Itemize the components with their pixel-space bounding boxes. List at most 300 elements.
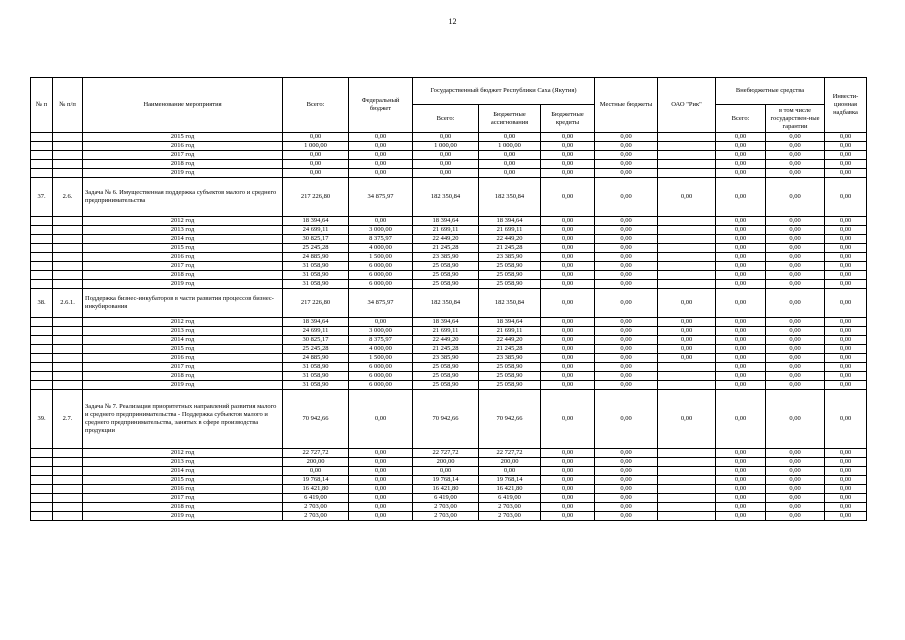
cell-extra-guarantees: 0,00 xyxy=(766,318,825,327)
header-state-total: Всего: xyxy=(413,105,479,133)
cell-state-allocations: 200,00 xyxy=(479,458,541,467)
table-header xyxy=(31,78,867,133)
cell-row-number xyxy=(31,160,53,169)
cell-item-code xyxy=(53,354,83,363)
cell-row-number xyxy=(31,217,53,226)
cell-local: 0,00 xyxy=(595,133,658,142)
budget-table-sheet xyxy=(30,77,866,521)
cell-extra-total: 0,00 xyxy=(716,160,766,169)
cell-item-code xyxy=(53,485,83,494)
cell-row-number xyxy=(31,449,53,458)
cell-item-code xyxy=(53,372,83,381)
cell-local: 0,00 xyxy=(595,390,658,449)
cell-extra-total: 0,00 xyxy=(716,244,766,253)
cell-total: 24 885,90 xyxy=(283,354,349,363)
cell-state-credits: 0,00 xyxy=(541,363,595,372)
cell-measure-name: Задача № 6. Имущественная поддержка субъектов малого и среднего предпринимательства xyxy=(83,178,283,217)
cell-oao xyxy=(658,449,716,458)
table-row-year xyxy=(31,476,867,485)
cell-state-allocations: 70 942,66 xyxy=(479,390,541,449)
cell-state-total: 22 727,72 xyxy=(413,449,479,458)
cell-extra-guarantees: 0,00 xyxy=(766,476,825,485)
cell-state-total: 25 058,90 xyxy=(413,262,479,271)
cell-invest: 0,00 xyxy=(825,253,867,262)
cell-extra-total: 0,00 xyxy=(716,503,766,512)
cell-year: 2016 год xyxy=(83,253,283,262)
cell-local: 0,00 xyxy=(595,336,658,345)
cell-invest: 0,00 xyxy=(825,458,867,467)
cell-extra-guarantees: 0,00 xyxy=(766,345,825,354)
cell-state-credits: 0,00 xyxy=(541,476,595,485)
cell-federal: 6 000,00 xyxy=(349,271,413,280)
cell-invest: 0,00 xyxy=(825,133,867,142)
cell-extra-total: 0,00 xyxy=(716,467,766,476)
cell-invest: 0,00 xyxy=(825,449,867,458)
cell-year: 2017 год xyxy=(83,363,283,372)
cell-extra-guarantees: 0,00 xyxy=(766,485,825,494)
cell-invest: 0,00 xyxy=(825,226,867,235)
cell-extra-guarantees: 0,00 xyxy=(766,244,825,253)
cell-state-credits: 0,00 xyxy=(541,244,595,253)
cell-local: 0,00 xyxy=(595,169,658,178)
cell-federal: 1 500,00 xyxy=(349,354,413,363)
cell-row-number xyxy=(31,458,53,467)
cell-year: 2015 год xyxy=(83,345,283,354)
cell-item-code xyxy=(53,345,83,354)
cell-year: 2016 год xyxy=(83,485,283,494)
cell-row-number xyxy=(31,318,53,327)
cell-federal: 0,00 xyxy=(349,512,413,521)
cell-item-code xyxy=(53,226,83,235)
cell-item-code xyxy=(53,494,83,503)
cell-federal: 8 375,97 xyxy=(349,336,413,345)
cell-oao xyxy=(658,512,716,521)
cell-item-code: 2.6. xyxy=(53,178,83,217)
cell-row-number xyxy=(31,336,53,345)
cell-extra-total: 0,00 xyxy=(716,381,766,390)
cell-item-code xyxy=(53,449,83,458)
table-row-year xyxy=(31,244,867,253)
header-state-allocations: Бюджетные ассигнования xyxy=(479,105,541,133)
cell-invest: 0,00 xyxy=(825,244,867,253)
cell-item-code xyxy=(53,467,83,476)
cell-federal: 1 500,00 xyxy=(349,253,413,262)
cell-item-code: 2.7. xyxy=(53,390,83,449)
cell-total: 0,00 xyxy=(283,169,349,178)
cell-state-total: 182 350,84 xyxy=(413,178,479,217)
table-row-year xyxy=(31,142,867,151)
cell-row-number xyxy=(31,372,53,381)
cell-invest: 0,00 xyxy=(825,327,867,336)
cell-total: 31 058,90 xyxy=(283,271,349,280)
cell-extra-guarantees: 0,00 xyxy=(766,253,825,262)
table-row-year xyxy=(31,494,867,503)
cell-state-credits: 0,00 xyxy=(541,512,595,521)
cell-state-allocations: 1 000,00 xyxy=(479,142,541,151)
cell-oao xyxy=(658,226,716,235)
cell-state-allocations: 182 350,84 xyxy=(479,289,541,318)
cell-extra-total: 0,00 xyxy=(716,318,766,327)
cell-local: 0,00 xyxy=(595,485,658,494)
cell-local: 0,00 xyxy=(595,354,658,363)
cell-row-number xyxy=(31,363,53,372)
cell-state-credits: 0,00 xyxy=(541,390,595,449)
cell-year: 2019 год xyxy=(83,169,283,178)
cell-invest: 0,00 xyxy=(825,494,867,503)
cell-state-credits: 0,00 xyxy=(541,345,595,354)
cell-local: 0,00 xyxy=(595,151,658,160)
cell-state-allocations: 6 419,00 xyxy=(479,494,541,503)
cell-invest: 0,00 xyxy=(825,390,867,449)
cell-local: 0,00 xyxy=(595,449,658,458)
cell-measure-name: Поддержка бизнес-инкубаторов в части развития процессов бизнес-инкубирования xyxy=(83,289,283,318)
cell-federal: 34 875,97 xyxy=(349,178,413,217)
cell-state-credits: 0,00 xyxy=(541,485,595,494)
cell-local: 0,00 xyxy=(595,178,658,217)
cell-extra-guarantees: 0,00 xyxy=(766,217,825,226)
cell-item-code xyxy=(53,336,83,345)
cell-state-total: 2 703,00 xyxy=(413,512,479,521)
cell-year: 2014 год xyxy=(83,235,283,244)
cell-extra-total: 0,00 xyxy=(716,226,766,235)
cell-oao xyxy=(658,235,716,244)
cell-state-allocations: 21 245,28 xyxy=(479,345,541,354)
cell-invest: 0,00 xyxy=(825,363,867,372)
cell-extra-guarantees: 0,00 xyxy=(766,226,825,235)
table-row-year xyxy=(31,336,867,345)
cell-item-code: 2.6.1. xyxy=(53,289,83,318)
cell-state-total: 21 699,11 xyxy=(413,327,479,336)
cell-state-credits: 0,00 xyxy=(541,178,595,217)
cell-state-total: 70 942,66 xyxy=(413,390,479,449)
cell-total: 0,00 xyxy=(283,133,349,142)
cell-state-credits: 0,00 xyxy=(541,235,595,244)
cell-federal: 0,00 xyxy=(349,169,413,178)
cell-local: 0,00 xyxy=(595,262,658,271)
cell-extra-guarantees: 0,00 xyxy=(766,512,825,521)
cell-extra-total: 0,00 xyxy=(716,280,766,289)
cell-state-credits: 0,00 xyxy=(541,381,595,390)
cell-state-credits: 0,00 xyxy=(541,133,595,142)
cell-extra-total: 0,00 xyxy=(716,494,766,503)
cell-federal: 0,00 xyxy=(349,503,413,512)
cell-item-code xyxy=(53,169,83,178)
cell-row-number xyxy=(31,467,53,476)
cell-state-allocations: 16 421,80 xyxy=(479,485,541,494)
cell-local: 0,00 xyxy=(595,467,658,476)
cell-extra-guarantees: 0,00 xyxy=(766,133,825,142)
cell-item-code xyxy=(53,503,83,512)
cell-state-allocations: 25 058,90 xyxy=(479,372,541,381)
cell-item-code xyxy=(53,244,83,253)
table-row-year xyxy=(31,354,867,363)
cell-state-total: 25 058,90 xyxy=(413,381,479,390)
budget-table xyxy=(30,77,867,521)
cell-oao: 0,00 xyxy=(658,345,716,354)
cell-state-allocations: 25 058,90 xyxy=(479,280,541,289)
cell-oao xyxy=(658,363,716,372)
table-row-year xyxy=(31,449,867,458)
header-total: Всего: xyxy=(283,78,349,133)
cell-row-number xyxy=(31,226,53,235)
cell-state-total: 1 000,00 xyxy=(413,142,479,151)
cell-local: 0,00 xyxy=(595,512,658,521)
cell-oao xyxy=(658,372,716,381)
cell-item-code xyxy=(53,512,83,521)
header-federal: Федеральный бюджет xyxy=(349,78,413,133)
cell-extra-total: 0,00 xyxy=(716,262,766,271)
table-row-year xyxy=(31,318,867,327)
cell-row-number xyxy=(31,244,53,253)
cell-federal: 0,00 xyxy=(349,467,413,476)
cell-state-credits: 0,00 xyxy=(541,336,595,345)
table-row-year xyxy=(31,467,867,476)
cell-row-number xyxy=(31,271,53,280)
cell-oao: 0,00 xyxy=(658,178,716,217)
cell-row-number: 37. xyxy=(31,178,53,217)
cell-state-credits: 0,00 xyxy=(541,169,595,178)
cell-total: 31 058,90 xyxy=(283,262,349,271)
cell-item-code xyxy=(53,327,83,336)
cell-year: 2015 год xyxy=(83,133,283,142)
cell-year: 2017 год xyxy=(83,494,283,503)
cell-year: 2013 год xyxy=(83,458,283,467)
cell-federal: 3 000,00 xyxy=(349,327,413,336)
cell-total: 22 727,72 xyxy=(283,449,349,458)
cell-state-total: 0,00 xyxy=(413,151,479,160)
cell-year: 2012 год xyxy=(83,217,283,226)
header-extra-total: Всего: xyxy=(716,105,766,133)
cell-oao xyxy=(658,476,716,485)
cell-year: 2018 год xyxy=(83,503,283,512)
cell-oao xyxy=(658,485,716,494)
cell-total: 0,00 xyxy=(283,160,349,169)
cell-federal: 34 875,97 xyxy=(349,289,413,318)
cell-invest: 0,00 xyxy=(825,235,867,244)
cell-state-credits: 0,00 xyxy=(541,458,595,467)
cell-state-allocations: 22 727,72 xyxy=(479,449,541,458)
cell-invest: 0,00 xyxy=(825,476,867,485)
cell-state-credits: 0,00 xyxy=(541,226,595,235)
cell-item-code xyxy=(53,262,83,271)
cell-extra-guarantees: 0,00 xyxy=(766,467,825,476)
cell-state-total: 0,00 xyxy=(413,133,479,142)
cell-invest: 0,00 xyxy=(825,512,867,521)
cell-extra-guarantees: 0,00 xyxy=(766,503,825,512)
cell-total: 0,00 xyxy=(283,151,349,160)
table-row-measure xyxy=(31,178,867,217)
cell-total: 18 394,64 xyxy=(283,217,349,226)
table-row-year xyxy=(31,363,867,372)
cell-extra-total: 0,00 xyxy=(716,142,766,151)
cell-year: 2019 год xyxy=(83,512,283,521)
cell-total: 18 394,64 xyxy=(283,318,349,327)
cell-total: 217 226,80 xyxy=(283,178,349,217)
cell-year: 2015 год xyxy=(83,476,283,485)
cell-local: 0,00 xyxy=(595,476,658,485)
cell-row-number xyxy=(31,280,53,289)
cell-state-credits: 0,00 xyxy=(541,327,595,336)
cell-federal: 0,00 xyxy=(349,458,413,467)
cell-total: 1 000,00 xyxy=(283,142,349,151)
cell-federal: 0,00 xyxy=(349,318,413,327)
cell-oao xyxy=(658,151,716,160)
cell-state-allocations: 0,00 xyxy=(479,151,541,160)
cell-federal: 3 000,00 xyxy=(349,226,413,235)
cell-federal: 6 000,00 xyxy=(349,280,413,289)
cell-extra-guarantees: 0,00 xyxy=(766,372,825,381)
cell-extra-total: 0,00 xyxy=(716,169,766,178)
cell-row-number xyxy=(31,133,53,142)
table-row-year xyxy=(31,169,867,178)
cell-federal: 0,00 xyxy=(349,485,413,494)
cell-invest: 0,00 xyxy=(825,336,867,345)
cell-oao: 0,00 xyxy=(658,289,716,318)
cell-oao xyxy=(658,253,716,262)
cell-total: 24 885,90 xyxy=(283,253,349,262)
table-row-year xyxy=(31,381,867,390)
header-extra-budget: Внебюджетные средства xyxy=(716,78,825,105)
cell-item-code xyxy=(53,160,83,169)
cell-state-allocations: 25 058,90 xyxy=(479,381,541,390)
table-row-year xyxy=(31,512,867,521)
cell-state-allocations: 182 350,84 xyxy=(479,178,541,217)
cell-total: 30 825,17 xyxy=(283,336,349,345)
cell-item-code xyxy=(53,151,83,160)
cell-item-code xyxy=(53,235,83,244)
cell-state-total: 19 768,14 xyxy=(413,476,479,485)
cell-federal: 0,00 xyxy=(349,449,413,458)
cell-local: 0,00 xyxy=(595,503,658,512)
cell-total: 19 768,14 xyxy=(283,476,349,485)
cell-row-number: 38. xyxy=(31,289,53,318)
cell-row-number xyxy=(31,169,53,178)
cell-state-credits: 0,00 xyxy=(541,449,595,458)
cell-extra-total: 0,00 xyxy=(716,449,766,458)
table-row-year xyxy=(31,217,867,226)
cell-state-total: 182 350,84 xyxy=(413,289,479,318)
cell-year: 2016 год xyxy=(83,354,283,363)
cell-year: 2018 год xyxy=(83,372,283,381)
cell-invest: 0,00 xyxy=(825,280,867,289)
table-row-year xyxy=(31,226,867,235)
cell-state-credits: 0,00 xyxy=(541,217,595,226)
cell-state-credits: 0,00 xyxy=(541,160,595,169)
cell-federal: 0,00 xyxy=(349,160,413,169)
cell-state-allocations: 22 449,20 xyxy=(479,336,541,345)
cell-state-allocations: 0,00 xyxy=(479,133,541,142)
cell-total: 31 058,90 xyxy=(283,363,349,372)
cell-year: 2013 год xyxy=(83,226,283,235)
table-row-measure xyxy=(31,289,867,318)
cell-extra-total: 0,00 xyxy=(716,485,766,494)
cell-local: 0,00 xyxy=(595,327,658,336)
cell-local: 0,00 xyxy=(595,381,658,390)
cell-oao xyxy=(658,458,716,467)
cell-item-code xyxy=(53,217,83,226)
cell-state-total: 22 449,20 xyxy=(413,235,479,244)
cell-item-code xyxy=(53,381,83,390)
cell-extra-guarantees: 0,00 xyxy=(766,354,825,363)
cell-row-number xyxy=(31,253,53,262)
table-row-year xyxy=(31,271,867,280)
cell-year: 2017 год xyxy=(83,262,283,271)
cell-local: 0,00 xyxy=(595,217,658,226)
cell-state-allocations: 25 058,90 xyxy=(479,363,541,372)
cell-state-total: 6 419,00 xyxy=(413,494,479,503)
cell-total: 16 421,80 xyxy=(283,485,349,494)
cell-extra-guarantees: 0,00 xyxy=(766,151,825,160)
cell-state-allocations: 2 703,00 xyxy=(479,503,541,512)
header-name: Наименование мероприятия xyxy=(83,78,283,133)
cell-oao xyxy=(658,381,716,390)
cell-state-total: 23 385,90 xyxy=(413,354,479,363)
table-row-year xyxy=(31,133,867,142)
table-row-year xyxy=(31,235,867,244)
cell-state-credits: 0,00 xyxy=(541,253,595,262)
cell-oao xyxy=(658,494,716,503)
cell-invest: 0,00 xyxy=(825,271,867,280)
cell-state-credits: 0,00 xyxy=(541,372,595,381)
cell-local: 0,00 xyxy=(595,253,658,262)
cell-state-total: 25 058,90 xyxy=(413,271,479,280)
cell-row-number xyxy=(31,381,53,390)
cell-item-code xyxy=(53,458,83,467)
cell-invest: 0,00 xyxy=(825,160,867,169)
table-body xyxy=(31,133,867,521)
cell-federal: 0,00 xyxy=(349,494,413,503)
cell-row-number xyxy=(31,142,53,151)
cell-total: 217 226,80 xyxy=(283,289,349,318)
cell-state-allocations: 23 385,90 xyxy=(479,253,541,262)
cell-federal: 0,00 xyxy=(349,217,413,226)
cell-row-number xyxy=(31,151,53,160)
cell-total: 0,00 xyxy=(283,467,349,476)
cell-extra-total: 0,00 xyxy=(716,235,766,244)
cell-oao xyxy=(658,262,716,271)
cell-invest: 0,00 xyxy=(825,169,867,178)
cell-local: 0,00 xyxy=(595,271,658,280)
cell-local: 0,00 xyxy=(595,458,658,467)
cell-extra-total: 0,00 xyxy=(716,151,766,160)
cell-extra-total: 0,00 xyxy=(716,327,766,336)
cell-item-code xyxy=(53,280,83,289)
cell-state-credits: 0,00 xyxy=(541,494,595,503)
cell-extra-guarantees: 0,00 xyxy=(766,178,825,217)
cell-federal: 0,00 xyxy=(349,476,413,485)
cell-extra-total: 0,00 xyxy=(716,133,766,142)
cell-state-total: 16 421,80 xyxy=(413,485,479,494)
header-num-item: № п/п xyxy=(53,78,83,133)
cell-invest: 0,00 xyxy=(825,217,867,226)
table-row-year xyxy=(31,485,867,494)
cell-state-credits: 0,00 xyxy=(541,318,595,327)
cell-total: 70 942,66 xyxy=(283,390,349,449)
cell-total: 31 058,90 xyxy=(283,381,349,390)
cell-item-code xyxy=(53,271,83,280)
cell-extra-total: 0,00 xyxy=(716,345,766,354)
cell-extra-guarantees: 0,00 xyxy=(766,142,825,151)
cell-state-credits: 0,00 xyxy=(541,262,595,271)
cell-state-allocations: 21 245,28 xyxy=(479,244,541,253)
cell-item-code xyxy=(53,476,83,485)
cell-state-credits: 0,00 xyxy=(541,503,595,512)
cell-state-total: 18 394,64 xyxy=(413,318,479,327)
cell-total: 2 703,00 xyxy=(283,503,349,512)
cell-row-number xyxy=(31,235,53,244)
cell-item-code xyxy=(53,133,83,142)
cell-total: 24 699,11 xyxy=(283,226,349,235)
